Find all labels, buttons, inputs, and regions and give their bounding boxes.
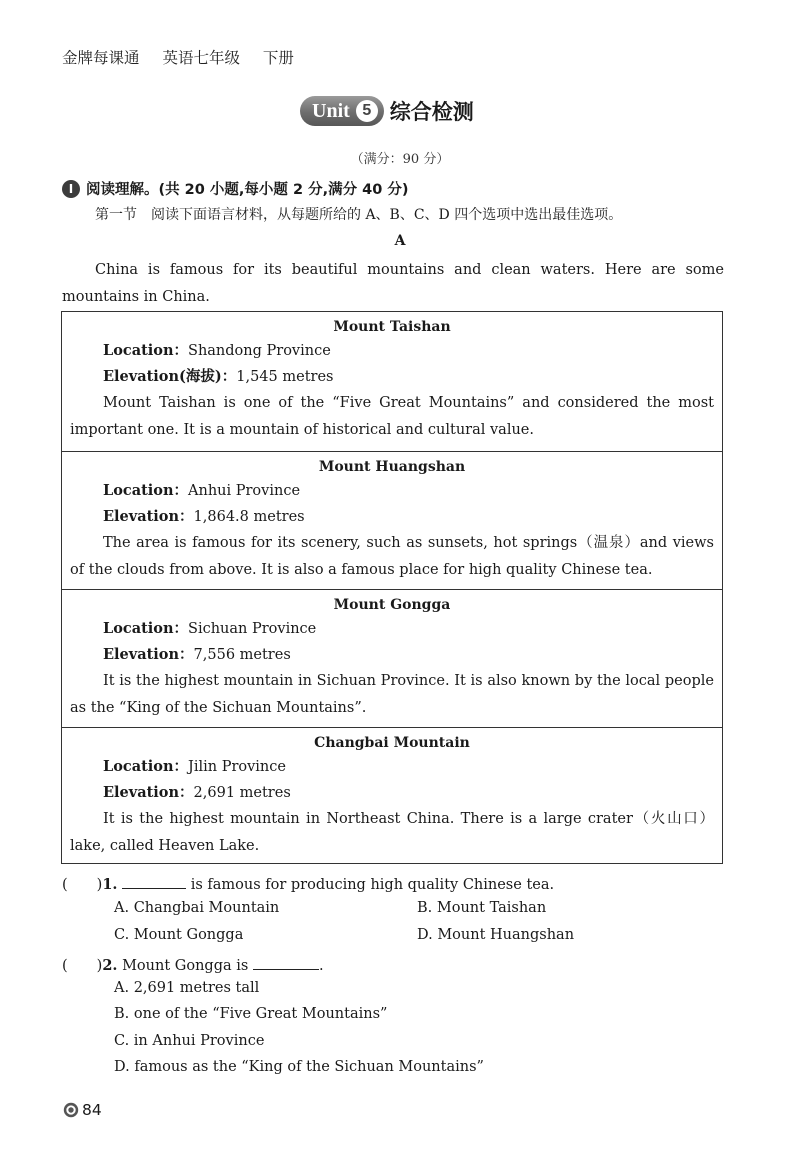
location-value: Anhui Province	[188, 483, 301, 499]
mountain-name: Mount Huangshan	[318, 459, 466, 475]
location-value: Jilin Province	[188, 759, 286, 775]
mountain-description: Mount Taishan is one of the “Five Great Mountains” and considered the most important one. It is a mountain of historical and cultural value.	[70, 395, 714, 438]
passage-letter: A	[394, 233, 406, 249]
mountain-location	[70, 338, 714, 364]
mountain-block-taishan	[62, 312, 722, 451]
answer-bracket[interactable]: ( )	[62, 877, 103, 893]
option-a[interactable]: A. 2,691 metres tall	[114, 980, 260, 996]
location-value: Shandong Province	[188, 343, 331, 359]
elevation-label: Elevation：	[103, 646, 194, 663]
gear-icon	[62, 1101, 80, 1119]
unit-label: Unit	[312, 99, 350, 122]
section-heading	[62, 178, 409, 199]
mountain-description: It is the highest mountain in Northeast China. There is a large crater（火山口）lake, called Heaven Lake.	[70, 811, 714, 854]
question-stem-end: .	[318, 958, 324, 974]
location-value: Sichuan Province	[188, 621, 317, 637]
volume-name: 下册	[262, 49, 294, 67]
mountain-name: Changbai Mountain	[314, 735, 470, 751]
running-header	[62, 46, 312, 68]
option-d[interactable]: D. Mount Huangshan	[417, 927, 575, 943]
question-stem: Mount Gongga is	[122, 958, 249, 974]
page-footer	[62, 1101, 102, 1119]
section-title: 阅读理解。(共 20 小题,每小题 2 分,满分 40 分)	[86, 182, 409, 198]
elevation-value: 2,691 metres	[193, 785, 291, 801]
question-2	[62, 954, 324, 975]
unit-number: 5	[356, 100, 378, 122]
question-number: 2.	[102, 957, 118, 974]
elevation-label: Elevation：	[103, 784, 194, 801]
mountain-description: The area is famous for its scenery, such as sunsets, hot springs（温泉）and views of the clouds from above. It is also a famous place for high quality Chinese tea.	[70, 535, 714, 578]
mountain-block-gongga	[62, 589, 722, 727]
subject-name: 英语七年级	[162, 49, 240, 67]
mountain-name: Mount Taishan	[333, 319, 451, 335]
mountain-block-huangshan	[62, 451, 722, 589]
answer-blank	[122, 874, 186, 889]
question-stem: is famous for producing high quality Chinese tea.	[190, 877, 555, 893]
option-b[interactable]: B. one of the “Five Great Mountains”	[114, 1006, 388, 1022]
question-1	[62, 873, 554, 894]
answer-blank	[253, 955, 319, 970]
mountain-block-changbai	[62, 727, 722, 863]
mountain-elevation	[70, 364, 714, 390]
unit-heading	[300, 96, 474, 126]
location-label: Location：	[103, 342, 189, 359]
mountain-location	[70, 616, 714, 642]
option-b[interactable]: B. Mount Taishan	[417, 900, 547, 916]
elevation-value: 1,545 metres	[236, 369, 334, 385]
option-c[interactable]: C. in Anhui Province	[114, 1033, 265, 1049]
location-label: Location：	[103, 758, 189, 775]
mountain-description: It is the highest mountain in Sichuan Province. It is also known by the local people as the “King of the Sichuan Mountains”.	[70, 673, 714, 716]
location-label: Location：	[103, 482, 189, 499]
section-number-badge: Ⅰ	[62, 180, 80, 198]
score-note: （满分：90 分）	[350, 152, 450, 167]
option-c[interactable]: C. Mount Gongga	[114, 927, 244, 943]
elevation-label: Elevation(海拔)：	[103, 368, 237, 385]
passage-intro: China is famous for its beautiful mountains and clean waters. Here are some mountains in China.	[62, 262, 724, 305]
mountain-location	[70, 478, 714, 504]
mountain-elevation	[70, 642, 714, 668]
elevation-value: 1,864.8 metres	[193, 509, 305, 525]
mountain-location	[70, 754, 714, 780]
page-number: 84	[82, 1101, 102, 1119]
unit-title: 综合检测	[389, 100, 474, 124]
series-name: 金牌每课通	[62, 49, 140, 67]
elevation-value: 7,556 metres	[193, 647, 291, 663]
subsection-intro: 第一节 阅读下面语言材料，从每题所给的 A、B、C、D 四个选项中选出最佳选项。	[95, 207, 623, 223]
elevation-label: Elevation：	[103, 508, 194, 525]
answer-bracket[interactable]: ( )	[62, 958, 103, 974]
unit-badge	[300, 96, 384, 126]
mountain-table	[61, 311, 723, 864]
mountain-elevation	[70, 504, 714, 530]
location-label: Location：	[103, 620, 189, 637]
question-number: 1.	[102, 876, 118, 893]
option-d[interactable]: D. famous as the “King of the Sichuan Mountains”	[114, 1059, 484, 1075]
option-a[interactable]: A. Changbai Mountain	[114, 900, 280, 916]
mountain-name: Mount Gongga	[333, 597, 451, 613]
mountain-elevation	[70, 780, 714, 806]
